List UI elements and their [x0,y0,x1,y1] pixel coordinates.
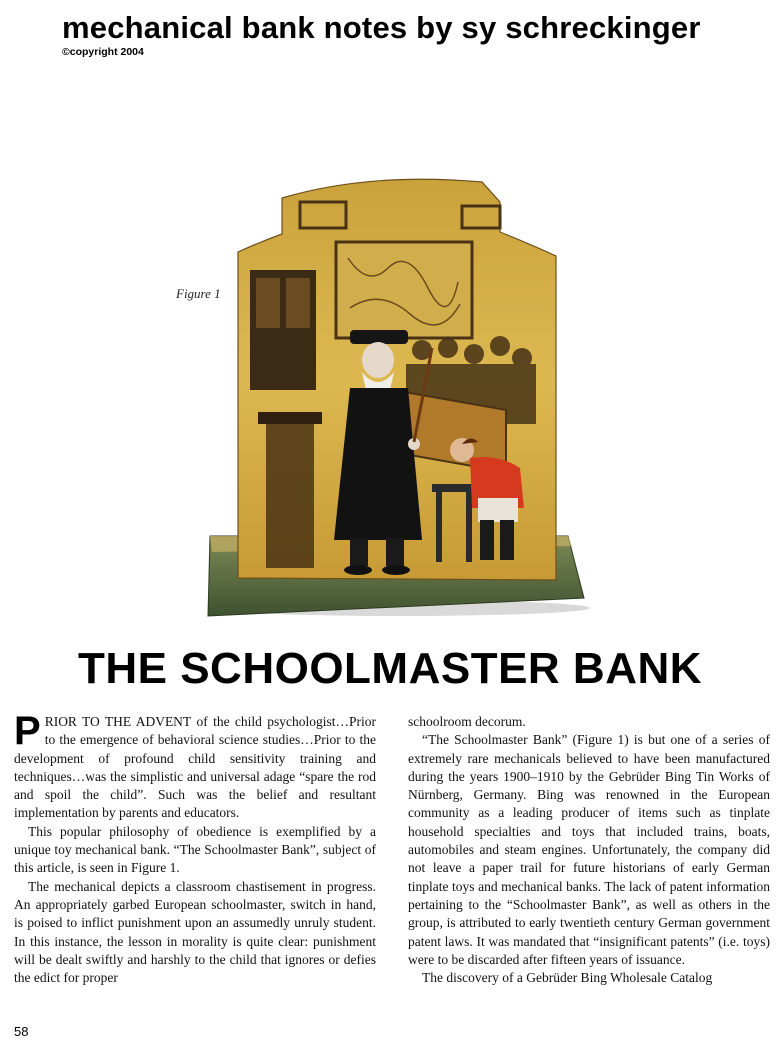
paragraph-2: This popular philosophy of obedience is exemplified by a unique toy mechanical bank. “The Schoolmaster Bank”, subject of this article, is seen in Figure 1. [14,823,376,876]
lead-in: RIOR TO THE ADVENT [44,714,192,729]
text-column-right [408,713,770,987]
header-title: mechanical bank notes by sy schreckinger [62,10,701,45]
paragraph-intro [14,709,376,823]
wall-picture [336,242,472,338]
drop-cap: P [14,709,41,753]
paragraph-1-text: of the child psychologist…Prior to the emergence of behavioral science studies…Prior to the development of profound child sensitivity training and techniques…was the simplistic and universal adage “spare the rod and spoil the child”. Such was the belief and resultant implementation by parents and educators. [14,714,376,821]
paragraph-3-continued: schoolroom decorum. [408,714,526,729]
article-title: THE SCHOOLMASTER BANK [77,644,703,693]
paragraph-3: The mechanical depicts a classroom chastisement in progress. An appropriately garbed European schoolmaster, switch in hand, is poised to inflict punishment upon an assumedly unruly student. In this instance, the lesson in morality is quite clear: punishment will be dealt swiftly and harshly to the child that ignores or defies the edict for proper [14,878,376,986]
schoolmaster-bank-illustration [200,168,592,620]
desk [266,418,314,568]
text-column-left [14,709,376,987]
figure-caption: Figure 1 [176,286,221,301]
bank-photo [200,168,592,620]
page-number: 58 [14,1024,29,1039]
paragraph-4: “The Schoolmaster Bank” (Figure 1) is but one of a series of extremely rare mechanicals believed to have been manufactured during the years 1900–1910 by the Gebrüder Bing Tin Works of Nürnberg, Germany. Bing was renowned in the European community as a leading producer of items such as tinplate household specialties and toys that included trains, boats, automobiles and steam engines. Unfortunately, the company did not leave a paper trail for future historians of early German tinplate toys and mechanical banks. The lack of patent information pertaining to the “Schoolmaster Bank”, as well as others in the group, is attributed to early twentieth century German government patent laws. It was mandated that “insignificant patents” (i.e. toys) were to be discarded after fifteen years of issuance. [408,732,770,967]
copyright-notice: ©copyright 2004 [62,46,144,58]
paragraph-5: The discovery of a Gebrüder Bing Wholesale Catalog [422,970,713,986]
